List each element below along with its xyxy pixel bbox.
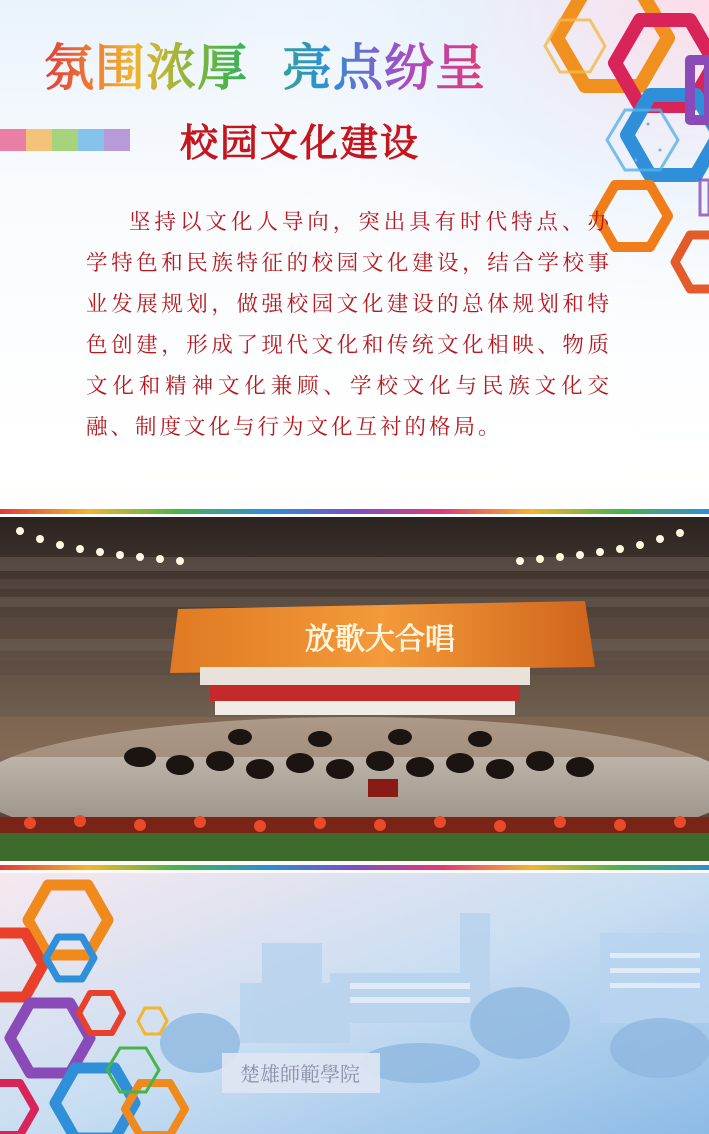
stripe-green xyxy=(52,129,78,151)
campus-image xyxy=(0,873,709,1134)
stripe-purple xyxy=(104,129,130,151)
concert-photo xyxy=(0,517,709,861)
intro-paragraph: 坚持以文化人导向，突出具有时代特点、办学特色和民族特征的校园文化建设，结合学校事业发展规划，做强校园文化建设的总体规划和特色创建，形成了现代文化和传统文化相映、物质文化和精神文化兼顾、学校文化与民族文化交融、制度文化与行为文化互衬的格局。 xyxy=(86,210,612,440)
stripe-blue xyxy=(78,129,104,151)
color-stripes xyxy=(0,129,130,151)
concert-banner-text: 放歌大合唱 xyxy=(305,622,455,657)
headline-part-1: 氛围浓厚 xyxy=(44,39,248,97)
rainbow-divider-bottom xyxy=(0,865,709,870)
headline-part-2: 亮点纷呈 xyxy=(282,39,486,97)
concert-hall-image xyxy=(0,517,709,861)
top-panel xyxy=(0,0,709,510)
bottom-panel xyxy=(0,873,709,1134)
section-subtitle: 校园文化建设 xyxy=(180,120,421,165)
rainbow-divider-top xyxy=(0,509,709,514)
stripe-pink xyxy=(0,129,26,151)
campus-gate-sign: 楚雄師範學院 xyxy=(240,1062,360,1086)
stripe-yellow xyxy=(26,129,52,151)
headline xyxy=(44,30,486,98)
